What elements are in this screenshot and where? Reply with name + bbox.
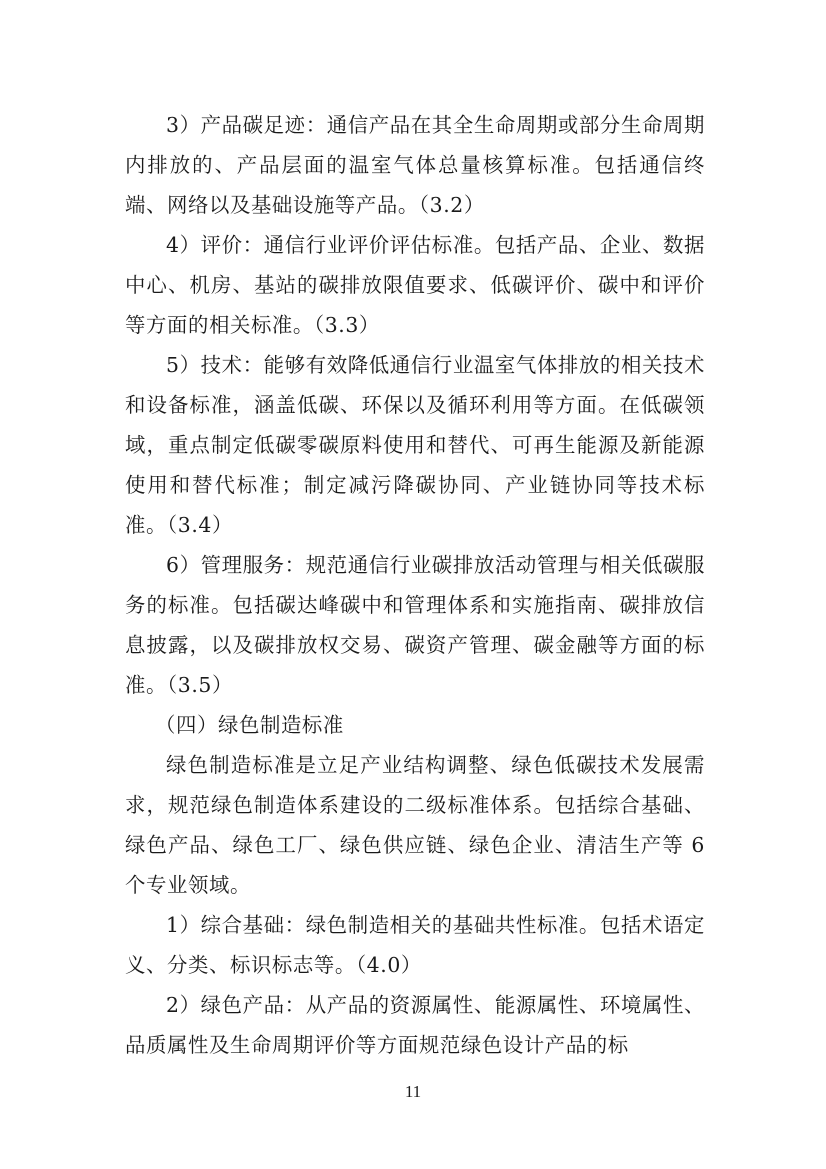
paragraph-green-products: 2）绿色产品：从产品的资源属性、能源属性、环境属性、品质属性及生命周期评价等方面规范绿色设计产品的标 (125, 993, 705, 1057)
paragraph-comprehensive-basis: 1）综合基础：绿色制造相关的基础共性标准。包括术语定义、分类、标识标志等。（4.0） (125, 913, 705, 977)
paragraph-technology: 5）技术：能够有效降低通信行业温室气体排放的相关技术和设备标准，涵盖低碳、环保以及循环利用等方面。在低碳领域，重点制定低碳零碳原料使用和替代、可再生能源及新能源使用和替代标准；制定减污降碳协同、产业链协同等技术标准。（3.4） (125, 353, 705, 537)
paragraph-evaluation: 4）评价：通信行业评价评估标准。包括产品、企业、数据中心、机房、基站的碳排放限值要求、低碳评价、碳中和评价等方面的相关标准。（3.3） (125, 233, 705, 337)
body-text (125, 105, 705, 1065)
paragraph-green-manufacturing-intro: 绿色制造标准是立足产业结构调整、绿色低碳技术发展需求，规范绿色制造体系建设的二级标准体系。包括综合基础、绿色产品、绿色工厂、绿色供应链、绿色企业、清洁生产等 6 个专业领域。 (125, 753, 705, 897)
paragraph-product-carbon-footprint: 3）产品碳足迹：通信产品在其全生命周期或部分生命周期内排放的、产品层面的温室气体总量核算标准。包括通信终端、网络以及基础设施等产品。（3.2） (125, 113, 705, 217)
section-heading: （四）绿色制造标准 (155, 713, 344, 737)
page-number: 11 (404, 1082, 422, 1101)
paragraph-management-services: 6）管理服务：规范通信行业碳排放活动管理与相关低碳服务的标准。包括碳达峰碳中和管理体系和实施指南、碳排放信息披露，以及碳排放权交易、碳资产管理、碳金融等方面的标准。（3.5） (125, 553, 705, 697)
